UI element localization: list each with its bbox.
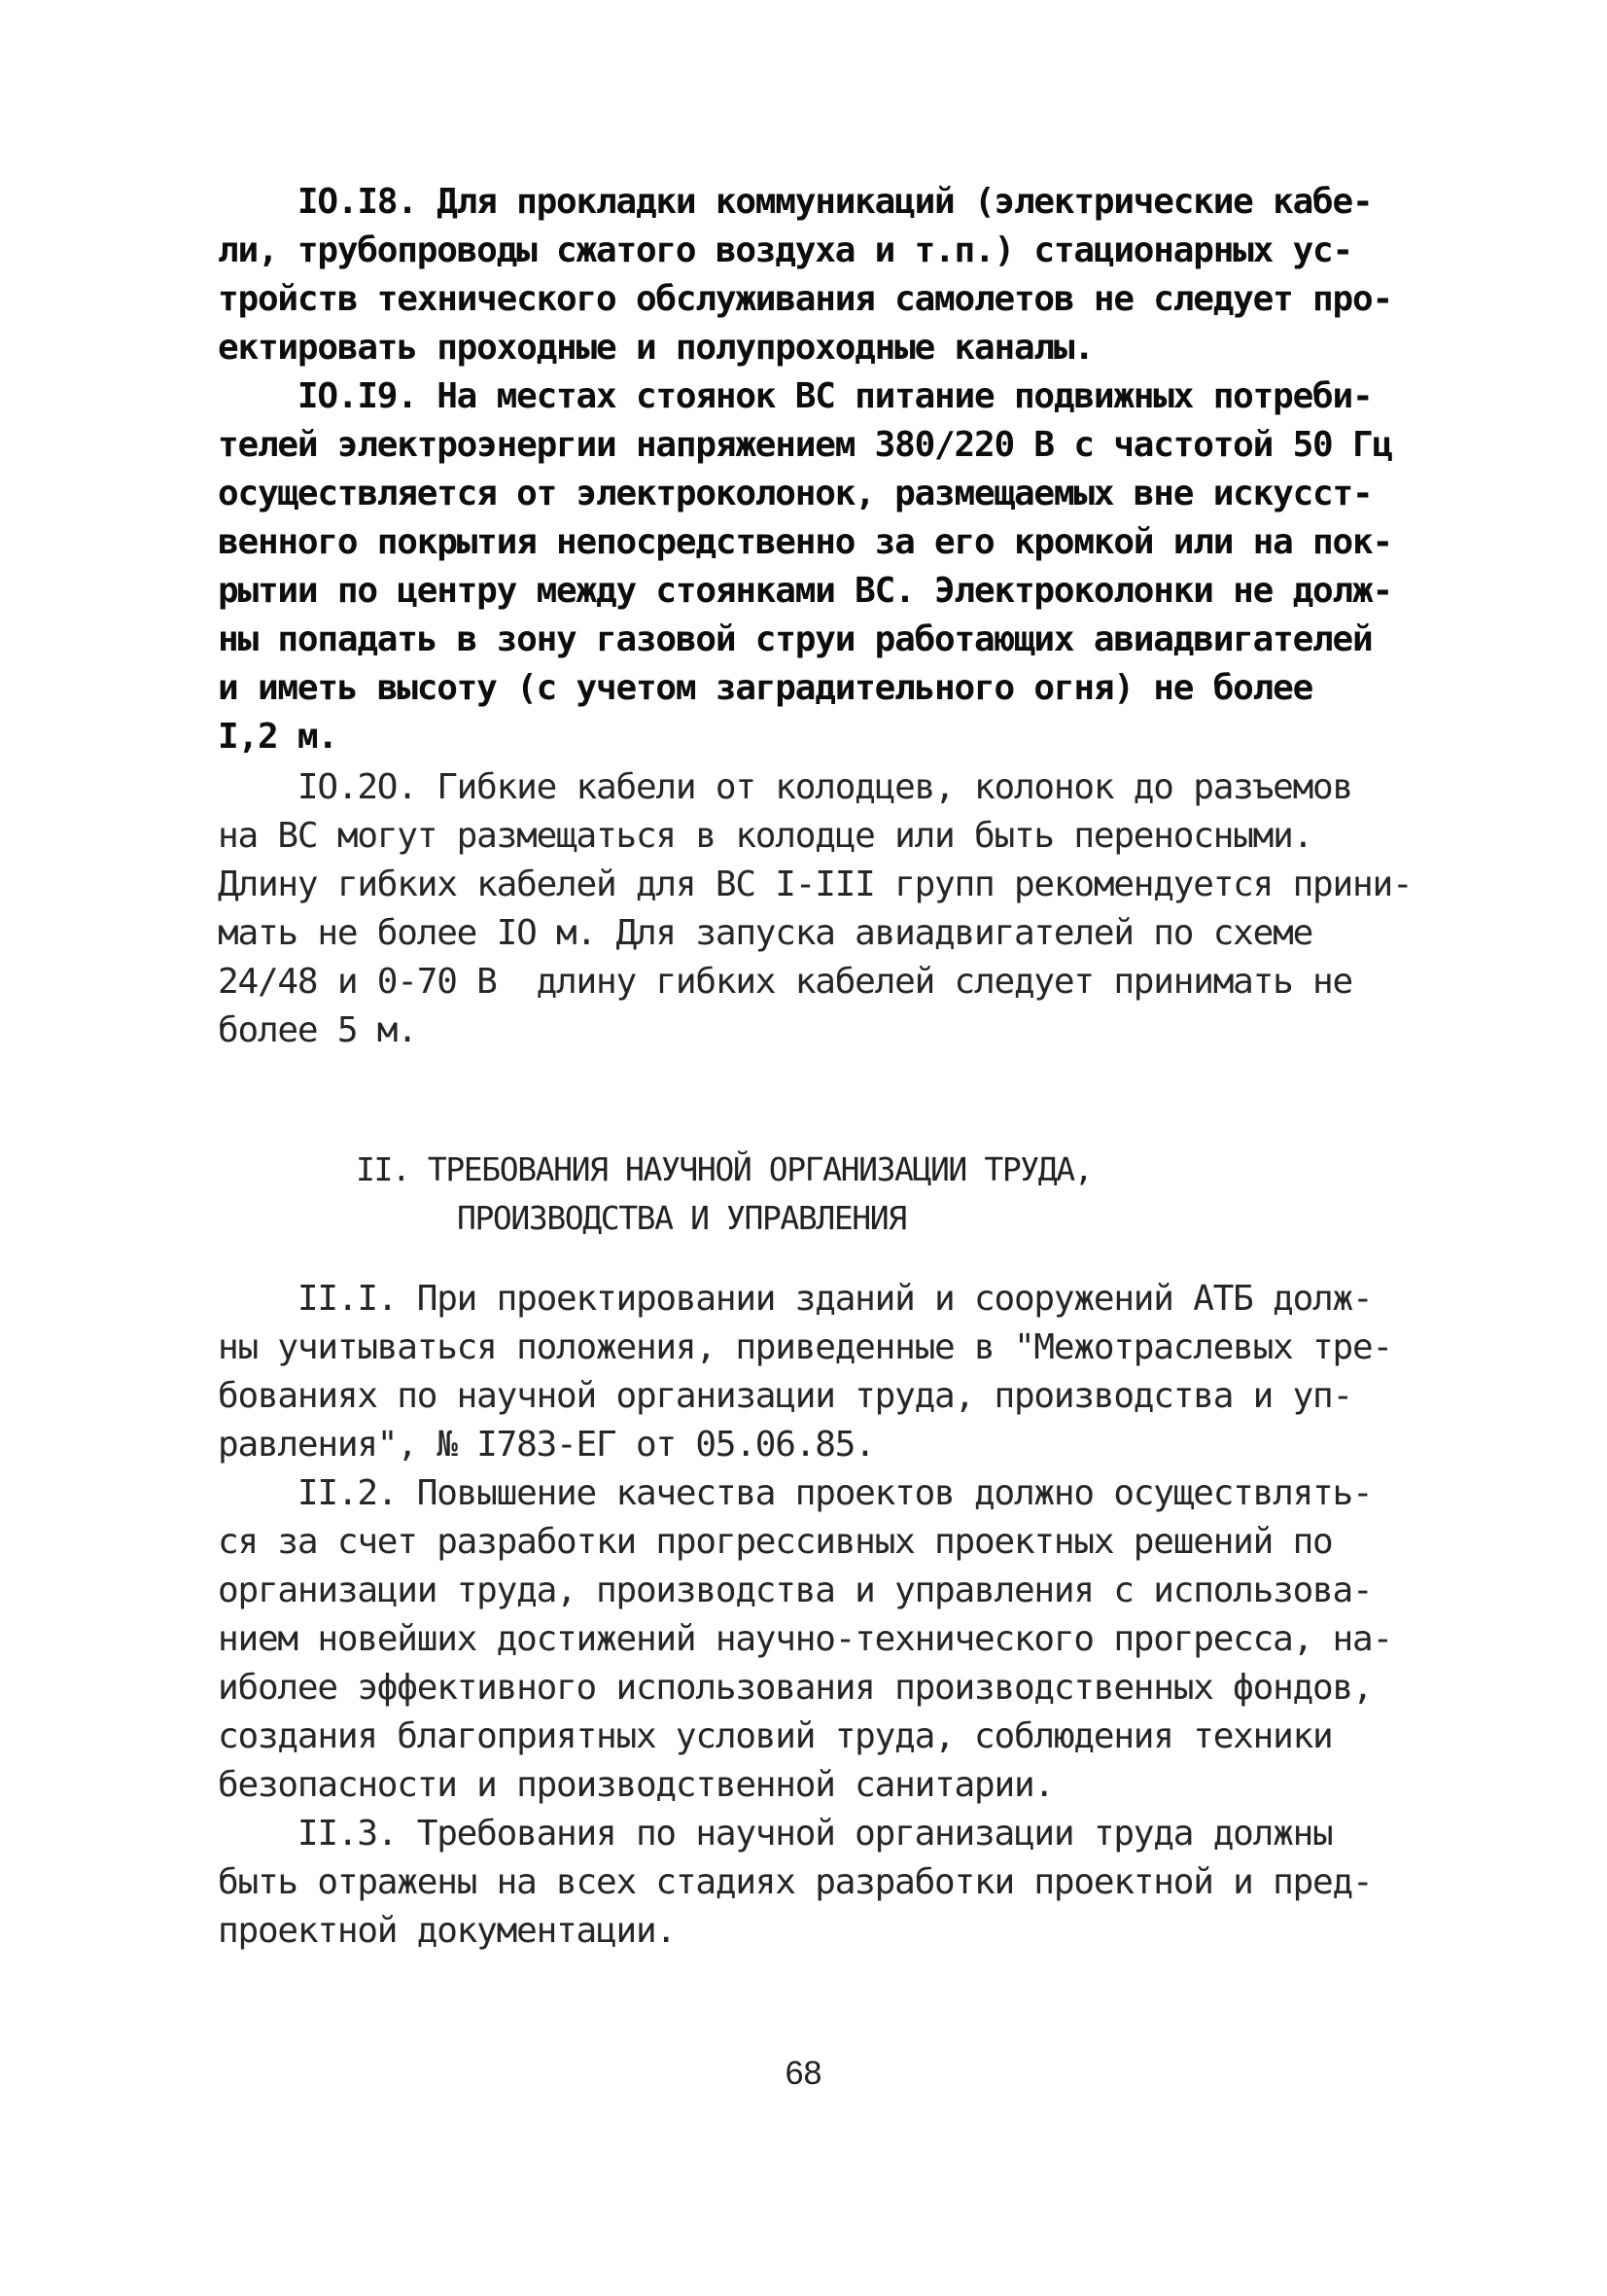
page-number: 68 — [785, 2055, 822, 2092]
text-line: проектной документации. — [218, 1911, 676, 1951]
text-line: IO.2O. Гибкие кабели от колодцев, колонок до разъемов — [218, 767, 1353, 807]
text-line: II.I. При проектировании зданий и сооружений АТБ долж- — [218, 1279, 1373, 1319]
text-line: Длину гибких кабелей для ВС I-III групп рекомендуется прини- — [218, 865, 1413, 904]
text-line: безопасности и производственной санитарии. — [218, 1765, 1054, 1805]
text-line: и иметь высоту (с учетом заградительного огня) не более — [218, 668, 1313, 708]
text-line: осуществляется от электроколонок, размещаемых вне искусст- — [218, 474, 1373, 513]
text-line: тройств технического обслуживания самолетов не следует про- — [218, 279, 1392, 319]
section-heading-line-1: II. ТРЕБОВАНИЯ НАУЧНОЙ ОРГАНИЗАЦИИ ТРУДА, — [356, 1150, 1093, 1188]
text-line: ли, трубопроводы сжатого воздуха и т.п.) стационарных ус- — [218, 230, 1353, 270]
text-line: ны попадать в зону газовой струи работающих авиадвигателей — [218, 619, 1373, 659]
text-line: более 5 м. — [218, 1010, 417, 1050]
text-line: мать не более IO м. Для запуска авиадвигателей по схеме — [218, 913, 1313, 953]
text-line: II.3. Требования по научной организации труда должны — [218, 1814, 1333, 1854]
text-line: нием новейших достижений научно-технического прогресса, на- — [218, 1619, 1392, 1659]
text-line: IO.I8. Для прокладки коммуникаций (электрические кабе- — [218, 182, 1373, 222]
text-line: ектировать проходные и полупроходные каналы. — [218, 328, 1094, 368]
text-line: II.2. Повышение качества проектов должно осуществлять- — [218, 1473, 1373, 1513]
section-heading-line-2: ПРОИЗВОДСТВА И УПРАВЛЕНИЯ — [457, 1199, 906, 1237]
text-line: на ВС могут размещаться в колодце или быть переносными. — [218, 816, 1313, 856]
text-line: телей электроэнергии напряжением 380/220 В с частотой 50 Гц — [218, 425, 1392, 465]
text-line: ся за счет разработки прогрессивных проектных решений по — [218, 1522, 1333, 1562]
text-line: бованиях по научной организации труда, производства и уп- — [218, 1376, 1353, 1416]
text-line: 24/48 и 0-70 В длину гибких кабелей следует принимать не — [218, 962, 1353, 1002]
text-line: создания благоприятных условий труда, соблюдения техники — [218, 1716, 1333, 1756]
text-line: равления", № I783-ЕГ от 05.06.85. — [218, 1425, 875, 1465]
text-line: I,2 м. — [218, 717, 337, 757]
text-line: организации труда, производства и управления с использова- — [218, 1571, 1373, 1610]
text-line: IO.I9. На местах стоянок ВС питание подвижных потреби- — [218, 376, 1373, 416]
text-line: быть отражены на всех стадиях разработки проектной и пред- — [218, 1862, 1373, 1902]
text-line: ны учитываться положения, приведенные в "Межотраслевых тре- — [218, 1327, 1392, 1367]
text-line: рытии по центру между стоянками ВС. Электроколонки не долж- — [218, 571, 1392, 611]
text-line: иболее эффективного использования производственных фондов, — [218, 1668, 1373, 1708]
text-line: венного покрытия непосредственно за его кромкой или на пок- — [218, 522, 1392, 562]
